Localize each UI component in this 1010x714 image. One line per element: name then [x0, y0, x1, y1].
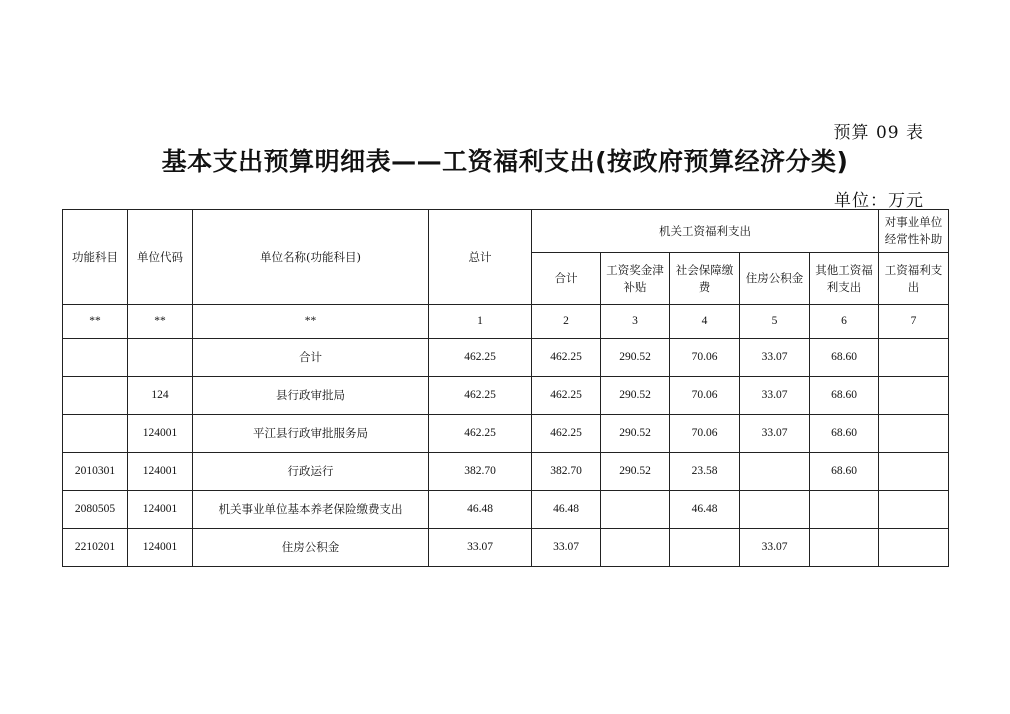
cell-func-code: [63, 377, 128, 415]
cell-subsidy: [879, 339, 949, 377]
cell-social: 46.48: [670, 491, 740, 529]
cell-total: 462.25: [429, 415, 532, 453]
index-row: [63, 305, 949, 339]
cell-func-code: [63, 339, 128, 377]
index-cell: 6: [810, 305, 879, 339]
header-subsidy-welfare: 工资福利支出: [879, 253, 949, 305]
cell-housing: [740, 491, 810, 529]
header-housing: 住房公积金: [740, 253, 810, 305]
index-cell: **: [63, 305, 128, 339]
cell-salary: 290.52: [601, 377, 670, 415]
cell-unit-code: 124001: [128, 491, 193, 529]
cell-subtotal: 33.07: [532, 529, 601, 567]
table-row: [63, 377, 949, 415]
cell-housing: [740, 453, 810, 491]
cell-other: 68.60: [810, 377, 879, 415]
index-cell: 2: [532, 305, 601, 339]
unit-label: 单位：万元: [834, 191, 924, 211]
cell-social: 70.06: [670, 377, 740, 415]
header-func-code: 功能科目: [63, 210, 128, 305]
cell-subtotal: 462.25: [532, 415, 601, 453]
cell-unit-code: 124001: [128, 529, 193, 567]
cell-social: 70.06: [670, 339, 740, 377]
index-cell: 4: [670, 305, 740, 339]
cell-other: 68.60: [810, 453, 879, 491]
cell-salary: 290.52: [601, 415, 670, 453]
table-row: [63, 415, 949, 453]
cell-total: 33.07: [429, 529, 532, 567]
index-cell: 5: [740, 305, 810, 339]
cell-total: 462.25: [429, 339, 532, 377]
header-salary: 工资奖金津补贴: [601, 253, 670, 305]
table-row: [63, 453, 949, 491]
cell-social: 70.06: [670, 415, 740, 453]
cell-unit-code: 124001: [128, 415, 193, 453]
table-row: [63, 339, 949, 377]
header-unit-name: 单位名称(功能科目): [193, 210, 429, 305]
form-number: 预算 09 表: [833, 123, 924, 143]
index-cell: 3: [601, 305, 670, 339]
cell-total: 46.48: [429, 491, 532, 529]
cell-unit-name: 机关事业单位基本养老保险缴费支出: [193, 491, 429, 529]
header-other: 其他工资福利支出: [810, 253, 879, 305]
cell-unit-name: 县行政审批局: [193, 377, 429, 415]
cell-social: 23.58: [670, 453, 740, 491]
cell-unit-name: 行政运行: [193, 453, 429, 491]
cell-func-code: [63, 415, 128, 453]
cell-total: 462.25: [429, 377, 532, 415]
cell-unit-name: 住房公积金: [193, 529, 429, 567]
cell-subtotal: 462.25: [532, 377, 601, 415]
header-total: 总计: [429, 210, 532, 305]
cell-other: 68.60: [810, 339, 879, 377]
page-title: 基本支出预算明细表——工资福利支出(按政府预算经济分类): [161, 147, 849, 176]
cell-housing: 33.07: [740, 415, 810, 453]
cell-salary: 290.52: [601, 339, 670, 377]
cell-subtotal: 382.70: [532, 453, 601, 491]
cell-salary: 290.52: [601, 453, 670, 491]
table-row: [63, 491, 949, 529]
cell-subtotal: 462.25: [532, 339, 601, 377]
budget-table: [62, 209, 949, 567]
header-unit-code: 单位代码: [128, 210, 193, 305]
header-row-1: [63, 210, 949, 253]
cell-func-code: 2080505: [63, 491, 128, 529]
header-group-subsidy: 对事业单位经常性补助: [879, 210, 949, 253]
cell-total: 382.70: [429, 453, 532, 491]
cell-salary: [601, 491, 670, 529]
header-social: 社会保障缴费: [670, 253, 740, 305]
cell-subsidy: [879, 415, 949, 453]
cell-func-code: 2010301: [63, 453, 128, 491]
cell-subsidy: [879, 453, 949, 491]
cell-unit-code: 124: [128, 377, 193, 415]
cell-housing: 33.07: [740, 377, 810, 415]
cell-unit-code: 124001: [128, 453, 193, 491]
cell-unit-code: [128, 339, 193, 377]
cell-subsidy: [879, 529, 949, 567]
cell-subsidy: [879, 491, 949, 529]
cell-subsidy: [879, 377, 949, 415]
cell-salary: [601, 529, 670, 567]
cell-other: [810, 491, 879, 529]
cell-subtotal: 46.48: [532, 491, 601, 529]
table-row: [63, 529, 949, 567]
index-cell: 7: [879, 305, 949, 339]
cell-other: 68.60: [810, 415, 879, 453]
cell-other: [810, 529, 879, 567]
cell-social: [670, 529, 740, 567]
header-group-org-welfare: 机关工资福利支出: [532, 210, 879, 253]
header-subtotal: 合计: [532, 253, 601, 305]
cell-unit-name: 平江县行政审批服务局: [193, 415, 429, 453]
cell-func-code: 2210201: [63, 529, 128, 567]
index-cell: 1: [429, 305, 532, 339]
cell-unit-name: 合计: [193, 339, 429, 377]
cell-housing: 33.07: [740, 339, 810, 377]
cell-housing: 33.07: [740, 529, 810, 567]
index-cell: **: [193, 305, 429, 339]
index-cell: **: [128, 305, 193, 339]
